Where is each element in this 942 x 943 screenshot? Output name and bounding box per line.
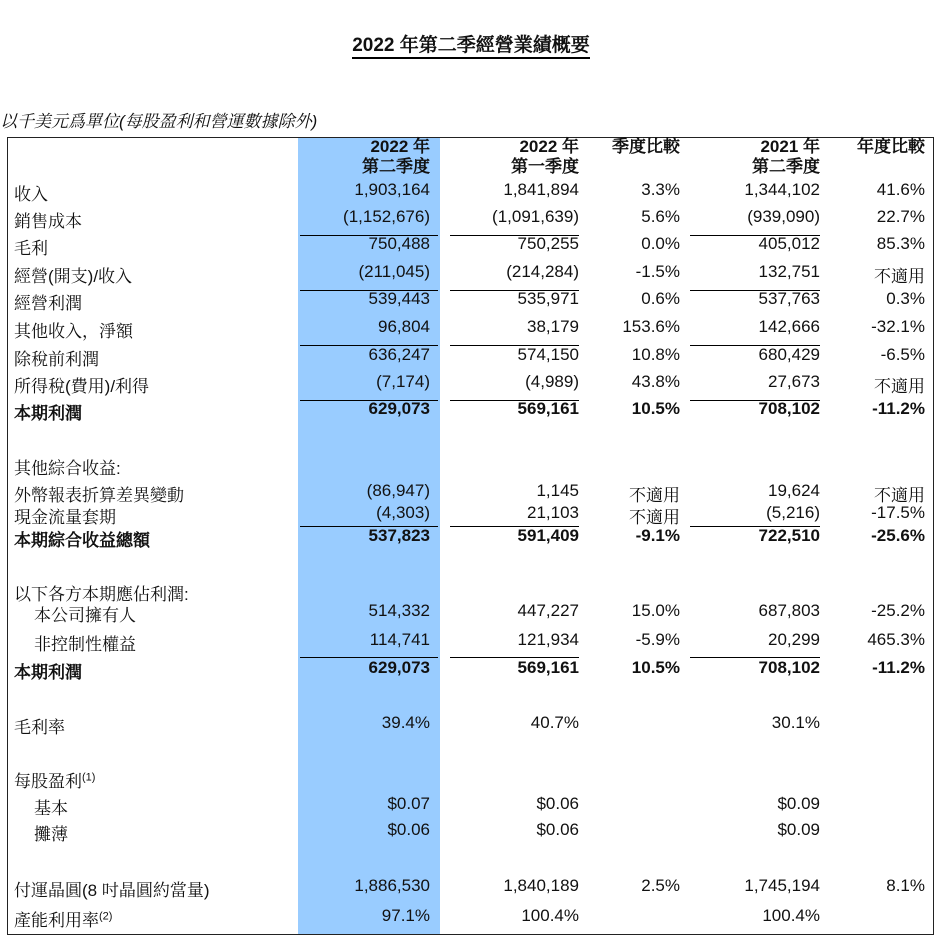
cell-col4: 27,673 [768, 372, 820, 391]
row-label: 產能利用率 [14, 911, 99, 930]
rule [450, 290, 579, 291]
cell-col2: 40.7% [530, 713, 579, 732]
cell-col5: -6.5% [880, 345, 925, 364]
row-label: 其他綜合收益: [14, 459, 121, 478]
cell-col3: 10.5% [631, 399, 680, 418]
rule [690, 526, 820, 527]
cell-col3: 不適用 [629, 508, 680, 527]
cell-col4: 30.1% [771, 713, 820, 732]
rule [300, 290, 438, 291]
row-label: 經營利潤 [14, 294, 82, 313]
table-row [0, 876, 942, 902]
row-label: 所得稅(費用)/利得 [14, 377, 150, 396]
cell-col1: 636,247 [368, 345, 430, 364]
cell-col5: -32.1% [871, 317, 925, 336]
cell-col4: 142,666 [758, 317, 820, 336]
cell-col2: (4,989) [525, 372, 579, 391]
row-label: 本公司擁有人 [34, 606, 136, 625]
table-row [0, 794, 942, 820]
row-label: 外幣報表折算差異變動 [14, 486, 184, 505]
cell-col2: 1,841,894 [503, 180, 579, 199]
cell-col5: 465.3% [867, 630, 925, 649]
cell-col2: 569,161 [517, 399, 579, 418]
header-qoq: 季度比較 [612, 137, 680, 156]
cell-col1: 539,443 [368, 289, 430, 308]
cell-col4: (5,216) [766, 503, 820, 522]
row-label: 非控制性權益 [34, 635, 136, 654]
cell-col2: 38,179 [527, 317, 579, 336]
cell-col1: 1,886,530 [354, 876, 430, 895]
cell-col2: 100.4% [521, 906, 579, 925]
table-row [0, 399, 942, 425]
row-label: 收入 [14, 185, 48, 204]
row-label: 基本 [34, 799, 68, 818]
cell-col2: 750,255 [517, 234, 579, 253]
cell-col1: (1,152,676) [343, 207, 430, 226]
rule [300, 235, 438, 236]
cell-col4: 405,012 [758, 234, 820, 253]
cell-col1: 629,073 [368, 658, 430, 677]
cell-col3: 不適用 [629, 486, 680, 505]
header-2022-q2: 2022 年 第二季度 [362, 137, 430, 176]
report-title: 2022 年第二季經營業績概要 [0, 30, 942, 57]
rule [690, 657, 820, 658]
row-label: 本期利潤 [14, 663, 82, 682]
row-label: 本期利潤 [14, 404, 82, 423]
cell-col1: 1,903,164 [354, 180, 430, 199]
cell-col1: 114,741 [369, 630, 430, 649]
cell-col2: 121,934 [517, 630, 579, 649]
cell-col4: 680,429 [758, 345, 820, 364]
cell-col1: 97.1% [381, 906, 430, 925]
rule [300, 345, 438, 346]
rule [300, 400, 438, 401]
cell-col5: -11.2% [872, 399, 925, 418]
cell-col5: 不適用 [874, 267, 925, 286]
cell-col3: -5.9% [635, 630, 680, 649]
rule [690, 235, 820, 236]
rule [690, 400, 820, 401]
cell-col2: $0.06 [536, 820, 579, 839]
cell-col3: 0.0% [641, 234, 680, 253]
table-row [0, 767, 942, 793]
header-2022-q1: 2022 年 第一季度 [511, 137, 579, 176]
row-label-wrap [14, 906, 112, 931]
rule [450, 526, 579, 527]
table-row [0, 207, 942, 233]
table-row [0, 234, 942, 260]
table-row [0, 630, 942, 656]
cell-col5: -11.2% [872, 658, 925, 677]
header-2021-q2: 2021 年 第二季度 [752, 137, 820, 176]
cell-col5: 不適用 [874, 486, 925, 505]
cell-col4: 132,751 [758, 262, 820, 281]
cell-col4: 1,745,194 [744, 876, 820, 895]
cell-col4: 19,624 [768, 481, 820, 500]
cell-col4: 687,803 [758, 601, 820, 620]
cell-col4: (939,090) [747, 207, 820, 226]
rule [300, 526, 438, 527]
table-row [0, 713, 942, 739]
header-yoy: 年度比較 [857, 137, 925, 156]
cell-col4: 708,102 [758, 399, 820, 418]
table-row [0, 372, 942, 398]
cell-col1: (4,303) [376, 503, 430, 522]
row-label: 以下各方本期應佔利潤: [14, 585, 189, 604]
table-row [0, 658, 942, 684]
rule [690, 345, 820, 346]
cell-col3: 0.6% [641, 289, 680, 308]
row-label: 經營(開支)/收入 [14, 267, 133, 286]
table-row [0, 180, 942, 206]
cell-col3: 43.8% [631, 372, 680, 391]
row-label: 攤薄 [34, 825, 68, 844]
cell-col4: 20,299 [768, 630, 820, 649]
row-label: 除稅前利潤 [14, 350, 99, 369]
cell-col1: (211,045) [358, 262, 430, 281]
cell-col1: 629,073 [368, 399, 430, 418]
footnote-marker: (1) [82, 771, 96, 784]
cell-col3: 15.0% [631, 601, 680, 620]
cell-col5: -25.6% [871, 526, 925, 545]
rule [450, 235, 579, 236]
cell-col1: 514,332 [368, 601, 430, 620]
cell-col3: -9.1% [635, 526, 680, 545]
cell-col3: 5.6% [641, 207, 680, 226]
cell-col4: $0.09 [777, 794, 820, 813]
cell-col1: (86,947) [366, 481, 430, 500]
cell-col3: -1.5% [635, 262, 680, 281]
rule [450, 657, 579, 658]
table-row [0, 289, 942, 315]
table-row [0, 345, 942, 371]
cell-col2: 569,161 [517, 658, 579, 677]
row-label: 本期綜合收益總額 [14, 531, 150, 550]
cell-col2: 591,409 [517, 526, 579, 545]
cell-col4: 708,102 [758, 658, 820, 677]
row-label: 毛利 [14, 239, 48, 258]
cell-col1: 750,488 [368, 234, 430, 253]
cell-col3: 10.5% [631, 658, 680, 677]
table-row [0, 454, 942, 480]
cell-col2: (1,091,639) [492, 207, 579, 226]
cell-col5: -25.2% [871, 601, 925, 620]
cell-col4: 537,763 [758, 289, 820, 308]
cell-col1: $0.06 [387, 820, 430, 839]
cell-col4: 1,344,102 [744, 180, 820, 199]
cell-col2: (214,284) [506, 262, 579, 281]
cell-col5: -17.5% [871, 503, 925, 522]
cell-col3: 10.8% [631, 345, 680, 364]
cell-col2: 21,103 [527, 503, 579, 522]
cell-col4: $0.09 [777, 820, 820, 839]
table-row [0, 601, 942, 627]
cell-col3: 3.3% [641, 180, 680, 199]
cell-col5: 85.3% [876, 234, 925, 253]
unit-note: 以千美元爲單位(每股盈利和營運數據除外) [0, 112, 318, 131]
row-label: 銷售成本 [14, 212, 82, 231]
row-label: 現金流量套期 [14, 508, 116, 527]
row-label-wrap [14, 767, 95, 792]
cell-col3: 153.6% [622, 317, 680, 336]
cell-col5: 41.6% [876, 180, 925, 199]
cell-col2: 574,150 [517, 345, 579, 364]
rule [690, 290, 820, 291]
cell-col4: 722,510 [758, 526, 820, 545]
table-row [0, 906, 942, 932]
cell-col2: $0.06 [536, 794, 579, 813]
cell-col2: 1,840,189 [503, 876, 579, 895]
rule [450, 345, 579, 346]
cell-col1: $0.07 [387, 794, 430, 813]
table-row [0, 820, 942, 846]
row-label: 其他收入，淨額 [14, 322, 133, 341]
cell-col1: 96,804 [378, 317, 430, 336]
table-row [0, 526, 942, 552]
rule [300, 657, 438, 658]
cell-col1: 537,823 [368, 526, 430, 545]
row-label: 付運晶圓(8 吋晶圓約當量) [14, 881, 210, 900]
cell-col2: 1,145 [536, 481, 579, 500]
cell-col5: 不適用 [874, 377, 925, 396]
cell-col5: 8.1% [886, 876, 925, 895]
cell-col2: 535,971 [517, 289, 579, 308]
cell-col2: 447,227 [517, 601, 579, 620]
cell-col1: (7,174) [376, 372, 430, 391]
cell-col4: 100.4% [762, 906, 820, 925]
cell-col5: 0.3% [886, 289, 925, 308]
row-label: 毛利率 [14, 718, 65, 737]
cell-col1: 39.4% [381, 713, 430, 732]
table-row [0, 262, 942, 288]
cell-col5: 22.7% [876, 207, 925, 226]
cell-col3: 2.5% [641, 876, 680, 895]
rule [450, 400, 579, 401]
row-label: 每股盈利 [14, 772, 82, 791]
table-row [0, 317, 942, 343]
footnote-marker: (2) [99, 910, 113, 923]
